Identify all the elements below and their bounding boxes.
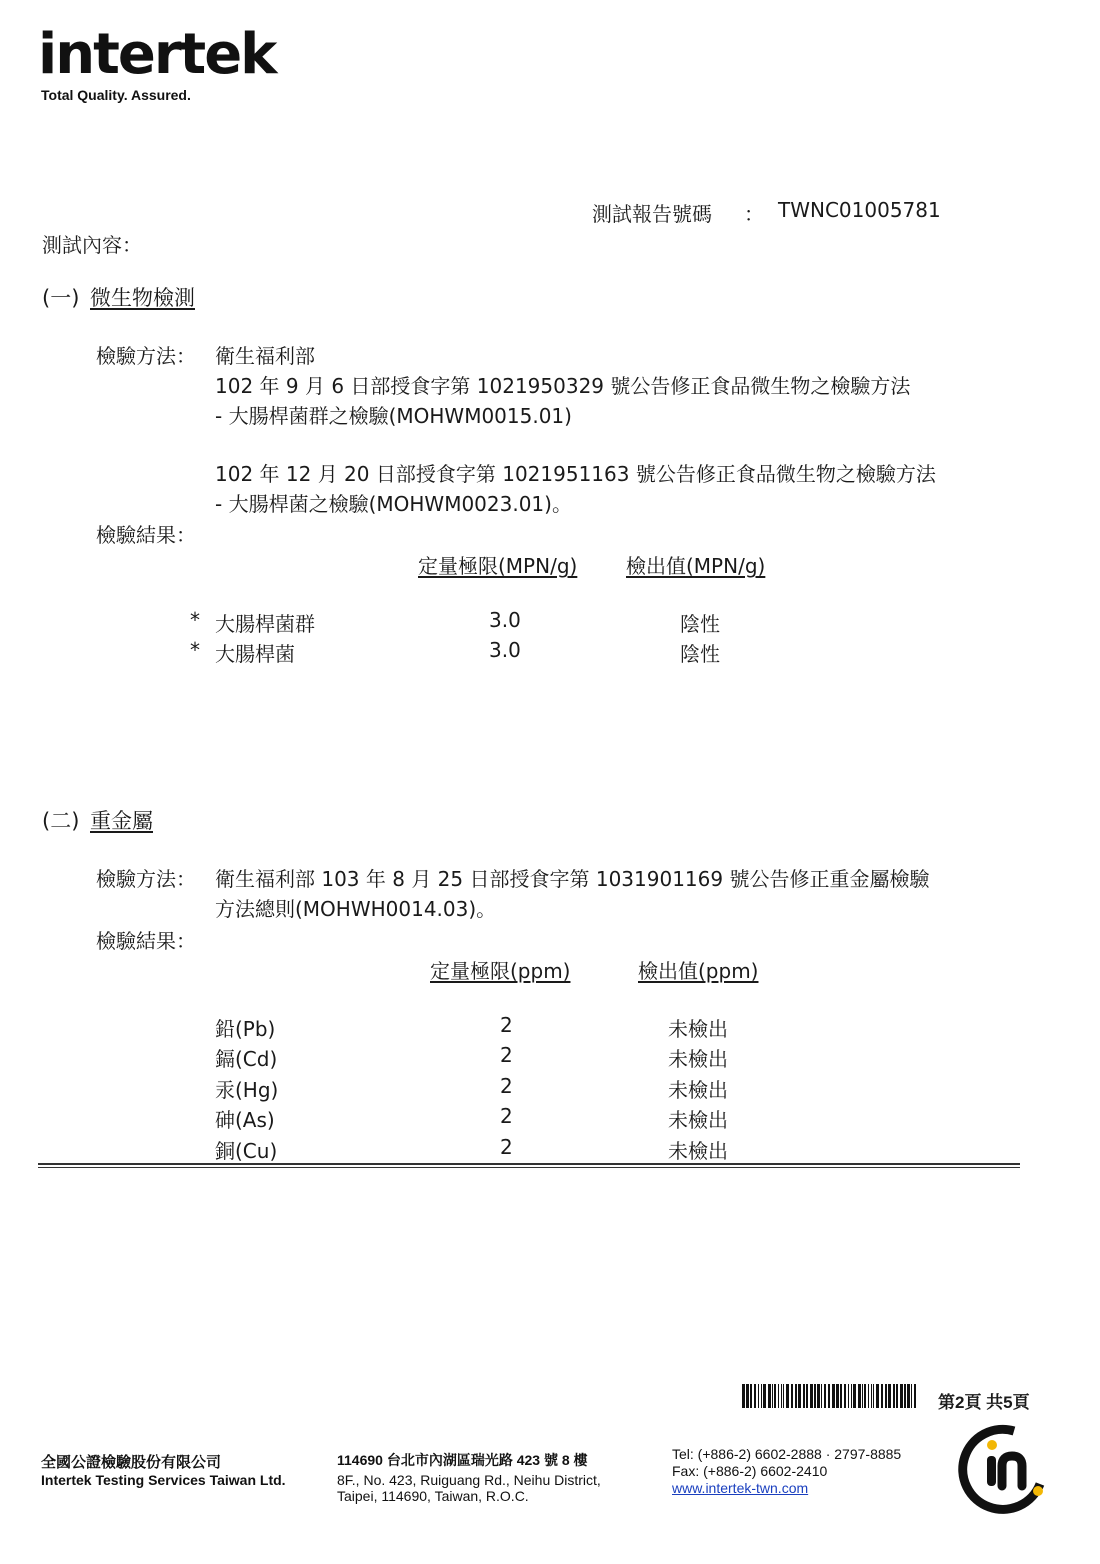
address-zh: 114690 台北市內湖區瑞光路 423 號 8 樓 xyxy=(337,1452,588,1468)
section1-col-value-header: 檢出值(MPN/g) xyxy=(626,554,766,578)
table-row-value: 未檢出 xyxy=(668,1078,728,1102)
table-row-item: 汞(Hg) xyxy=(215,1078,279,1102)
table-row-value: 陰性 xyxy=(680,642,720,666)
section1-method-line: - 大腸桿菌群之檢驗(MOHWM0015.01) xyxy=(215,404,572,428)
section1-col-limit-header: 定量極限(MPN/g) xyxy=(418,554,578,578)
section1-title: 微生物檢測 xyxy=(90,286,195,310)
intertek-circle-logo-icon xyxy=(952,1424,1052,1516)
address-en-line1: 8F., No. 423, Ruiguang Rd., Neihu District, xyxy=(337,1472,601,1488)
section1-method-line: - 大腸桿菌之檢驗(MOHWM0023.01)。 xyxy=(215,492,572,516)
company-name-zh: 全國公證檢驗股份有限公司 xyxy=(41,1454,222,1471)
website-link[interactable]: www.intertek-twn.com xyxy=(672,1480,809,1496)
logo-tagline: Total Quality. Assured. xyxy=(41,87,191,103)
company-logo xyxy=(38,22,275,87)
table-row-limit: 2 xyxy=(500,1043,513,1067)
table-row-limit: 2 xyxy=(500,1104,513,1128)
section2-method-line: 方法總則(MOHWH0014.03)。 xyxy=(215,897,497,921)
section2-col-limit-header: 定量極限(ppm) xyxy=(430,959,571,983)
report-number-separator: ： xyxy=(744,202,764,226)
table-row-limit: 2 xyxy=(500,1135,513,1159)
table-row-value: 未檢出 xyxy=(668,1139,728,1163)
table-row-limit: 3.0 xyxy=(489,608,521,632)
table-row-mark: * xyxy=(190,608,200,632)
address-en-line2: Taipei, 114690, Taiwan, R.O.C. xyxy=(337,1488,529,1504)
barcode-icon xyxy=(742,1384,920,1408)
table-row-item: 銅(Cu) xyxy=(215,1139,278,1163)
telephone: Tel: (+886-2) 6602-2888 · 2797-8885 xyxy=(672,1446,902,1462)
report-number-label: 測試報告號碼 xyxy=(592,202,712,226)
section2-marker: (二) xyxy=(42,809,80,833)
section1-method-line: 102 年 12 月 20 日部授食字第 1021951163 號公告修正食品微生物之檢驗方法 xyxy=(215,462,936,486)
table-row-item: 砷(As) xyxy=(215,1108,275,1132)
table-row-limit: 3.0 xyxy=(489,638,521,662)
section1-marker: (一) xyxy=(42,286,80,310)
section2-col-value-header: 檢出值(ppm) xyxy=(638,959,759,983)
table-row-item: 大腸桿菌 xyxy=(215,642,295,666)
table-row-item: 鉛(Pb) xyxy=(215,1017,276,1041)
end-rule-top xyxy=(38,1163,1020,1165)
test-content-label: 測試內容： xyxy=(42,233,142,257)
section1-method-line: 102 年 9 月 6 日部授食字第 1021950329 號公告修正食品微生物之檢驗方法 xyxy=(215,374,911,398)
table-row-limit: 2 xyxy=(500,1074,513,1098)
table-row-limit: 2 xyxy=(500,1013,513,1037)
section2-method-label: 檢驗方法： xyxy=(96,867,196,891)
table-row-item: 大腸桿菌群 xyxy=(215,612,315,636)
section1-method-line: 衛生福利部 xyxy=(215,344,315,368)
section1-result-label: 檢驗結果： xyxy=(96,523,196,547)
table-row-value: 未檢出 xyxy=(668,1017,728,1041)
table-row-value: 未檢出 xyxy=(668,1108,728,1132)
table-row-value: 未檢出 xyxy=(668,1047,728,1071)
company-name-en: Intertek Testing Services Taiwan Ltd. xyxy=(41,1472,286,1488)
logo-wordmark: intertek xyxy=(38,22,276,87)
section2-method-line: 衛生福利部 103 年 8 月 25 日部授食字第 1031901169 號公告修正重金屬檢驗 xyxy=(215,867,930,891)
table-row-mark: * xyxy=(190,638,200,662)
table-row-value: 陰性 xyxy=(680,612,720,636)
fax: Fax: (+886-2) 6602-2410 xyxy=(672,1463,828,1479)
section1-method-label: 檢驗方法： xyxy=(96,344,196,368)
section2-title: 重金屬 xyxy=(90,809,153,833)
report-number: TWNC01005781 xyxy=(778,198,941,222)
page-number: 第2頁 共5頁 xyxy=(938,1393,1030,1412)
section2-result-label: 檢驗結果： xyxy=(96,929,196,953)
table-row-item: 鎘(Cd) xyxy=(215,1047,278,1071)
end-rule-bottom xyxy=(38,1167,1020,1168)
website-link-wrap xyxy=(672,1480,808,1496)
